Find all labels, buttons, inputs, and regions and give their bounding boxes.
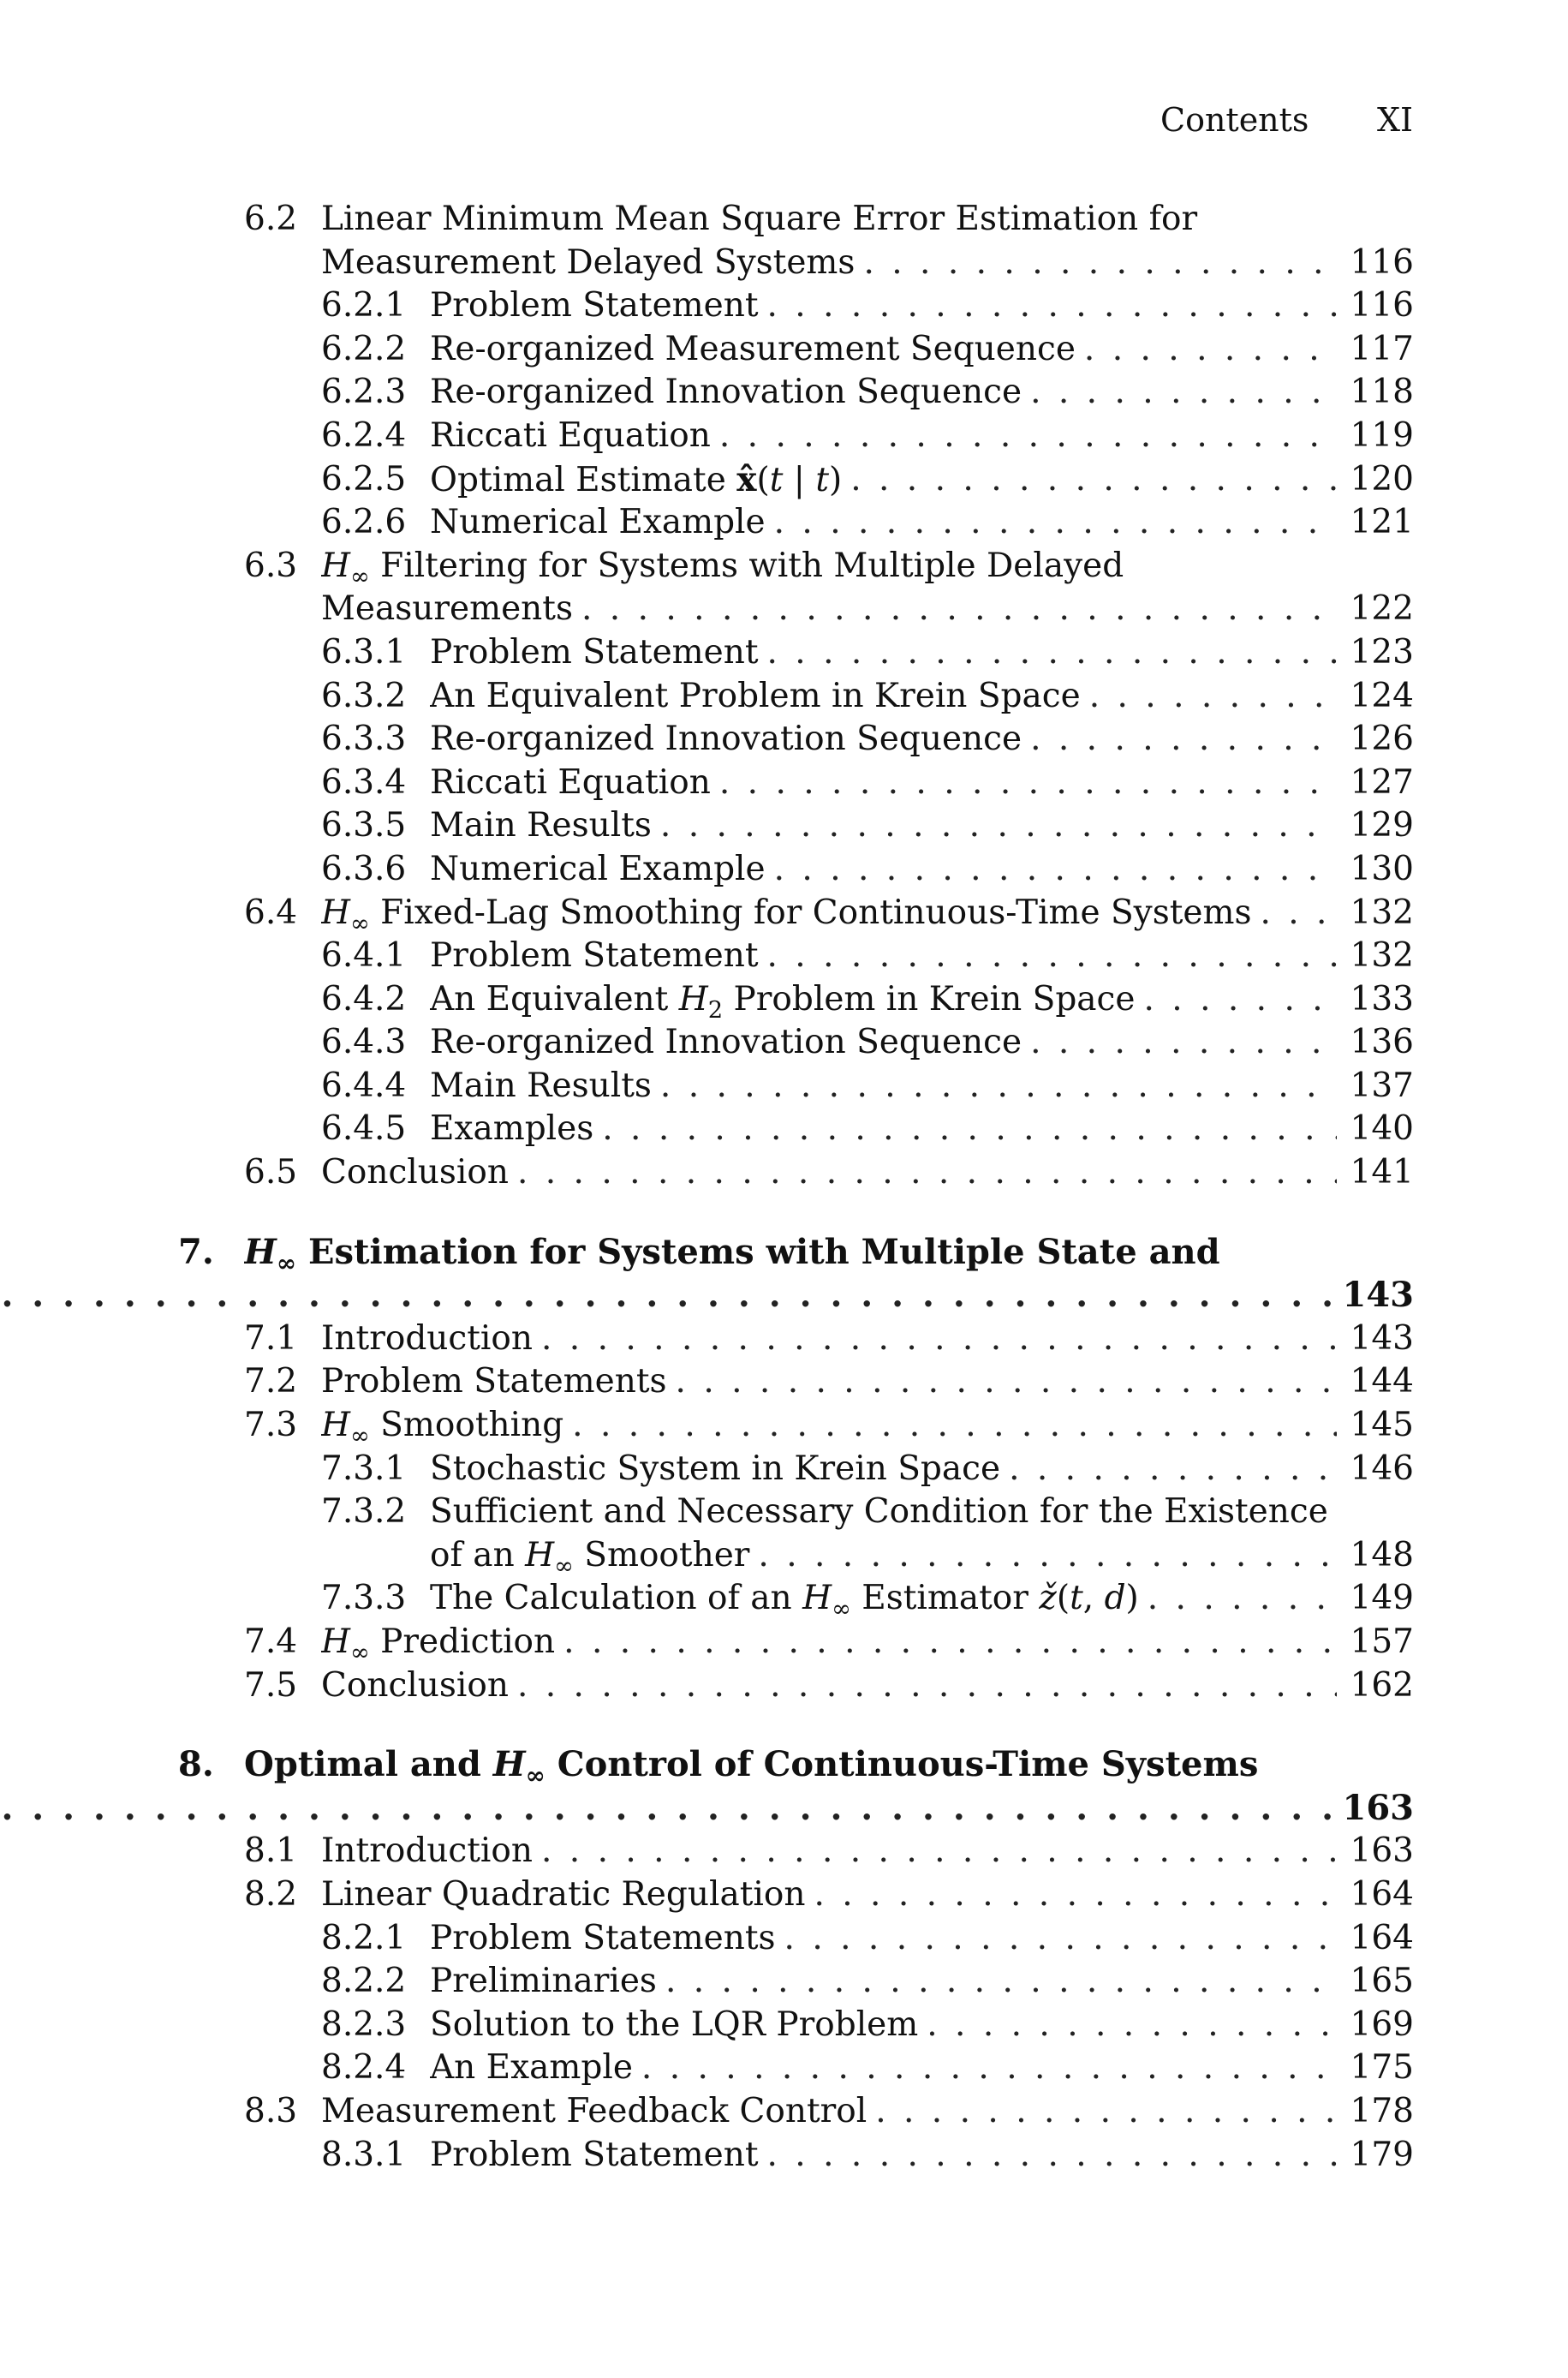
dot-leader	[517, 1664, 1337, 1708]
dot-leader	[1009, 1448, 1337, 1491]
toc-entry-title-text: $H_\infty$ Fixed-Lag Smoothing for Continuous-Time Systems	[321, 893, 1252, 935]
toc-entry[interactable]	[0, 1873, 1568, 1917]
toc-entry-title	[244, 1231, 1337, 1275]
toc-entry[interactable]	[0, 2134, 1568, 2178]
toc-entry[interactable]	[0, 545, 1568, 589]
toc-entry-number: 6.2.6	[321, 503, 407, 542]
toc-entry-title	[430, 458, 1337, 503]
toc-entry-title	[430, 762, 1337, 805]
toc-entry[interactable]	[0, 1830, 1568, 1873]
dot-leader	[767, 2134, 1337, 2178]
toc-entry-title-text: Riccati Equation	[430, 415, 711, 455]
toc-entry-number: 7.	[178, 1231, 214, 1272]
toc-entry-title	[430, 1917, 1337, 1961]
toc-entry[interactable]	[0, 631, 1568, 675]
dot-leader	[572, 1404, 1337, 1448]
toc-entry-title	[430, 501, 1337, 545]
toc-entry-number: 7.2	[244, 1362, 298, 1401]
toc-entry-title-text: Linear Quadratic Regulation	[321, 1874, 806, 1914]
toc-entry-title	[321, 1664, 1337, 1708]
toc-entry-title-text: Conclusion	[321, 1665, 509, 1705]
toc-entry-number: 7.3.1	[321, 1449, 407, 1488]
dot-leader	[850, 458, 1337, 503]
toc-entry-title	[430, 1021, 1337, 1065]
toc-entry-title-text: $H_\infty$ Filtering for Systems with Multiple Delayed	[321, 546, 1124, 589]
toc-entry[interactable]	[0, 1448, 1568, 1491]
toc-entry-title	[430, 631, 1337, 675]
toc-entry-title-text: Linear Minimum Mean Square Error Estimation for	[321, 200, 1198, 238]
toc-entry-page: 124	[1350, 676, 1414, 715]
toc-entry-number: 7.5	[244, 1665, 298, 1705]
toc-entry-title-text: Sufficient and Necessary Condition for the Existence	[430, 1492, 1328, 1532]
toc-entry-number: 6.3.3	[321, 720, 407, 759]
toc-entry-page: 143	[1342, 1275, 1414, 1316]
toc-entry-title	[430, 935, 1337, 978]
toc-entry-title	[321, 1873, 1337, 1917]
toc-entry-title	[321, 588, 1337, 631]
toc-entry[interactable]	[0, 242, 1568, 285]
toc-entry[interactable]	[0, 935, 1568, 978]
dot-leader	[784, 1917, 1337, 1961]
toc-entry-number: 6.3.2	[321, 676, 407, 715]
toc-entry[interactable]	[0, 328, 1568, 372]
toc-entry-title-text: Numerical Example	[430, 849, 766, 888]
toc-entry-number: 8.2.3	[321, 2005, 407, 2044]
toc-entry-page: 123	[1350, 632, 1414, 672]
toc-entry-title-text: Problem Statement	[430, 2135, 759, 2174]
dot-leader	[767, 284, 1337, 328]
toc-entry-number: 8.1	[244, 1831, 298, 1871]
toc-entry-number: 6.3.5	[321, 806, 407, 845]
toc-entry-page: 132	[1350, 936, 1414, 976]
toc-entry-title	[321, 1830, 1337, 1873]
toc-entry-title-text: Problem Statement	[430, 286, 759, 326]
dot-leader	[541, 1317, 1337, 1361]
toc-entry-title-text: Introduction	[321, 1831, 533, 1871]
toc-entry-title	[430, 1448, 1337, 1491]
page-number: XI	[1377, 101, 1414, 139]
dot-leader	[563, 1621, 1337, 1664]
dot-leader	[1143, 978, 1337, 1022]
toc-entry[interactable]	[0, 675, 1568, 719]
toc-entry-page: 133	[1350, 979, 1414, 1019]
toc-entry-page: 144	[1350, 1362, 1414, 1401]
toc-entry-title-text: $H_\infty$ Prediction	[321, 1622, 556, 1664]
toc-entry-number: 7.1	[244, 1318, 298, 1358]
toc-entry-number: 8.2	[244, 1874, 298, 1914]
dot-leader	[541, 1830, 1337, 1873]
toc-entry-page: 117	[1350, 329, 1414, 368]
table-of-contents	[0, 198, 1568, 2177]
toc-entry-number: 8.2.4	[321, 2048, 407, 2088]
toc-entry-number: 7.4	[244, 1622, 298, 1661]
toc-entry-title	[321, 1404, 1337, 1448]
dot-leader	[767, 631, 1337, 675]
toc-entry-title-text: An Example	[430, 2048, 633, 2088]
toc-entry-number: 8.2.2	[321, 1962, 407, 2001]
toc-entry-page: 129	[1350, 806, 1414, 845]
toc-entry[interactable]	[0, 978, 1568, 1022]
toc-entry[interactable]	[0, 1108, 1568, 1151]
toc-entry-title-text: Problem Statements	[321, 1362, 667, 1401]
toc-entry-page: 164	[1350, 1874, 1414, 1914]
toc-entry-title-text: Conclusion	[321, 1153, 509, 1192]
toc-entry[interactable]	[0, 892, 1568, 935]
toc-entry-title-text: Preliminaries	[430, 1962, 657, 2001]
toc-entry-title	[430, 848, 1337, 892]
toc-entry-page: 169	[1350, 2005, 1414, 2044]
toc-entry-number: 6.4	[244, 893, 298, 932]
toc-entry-number: 7.3.3	[321, 1579, 407, 1618]
toc-entry[interactable]	[0, 501, 1568, 545]
dot-leader	[1030, 1021, 1337, 1065]
dot-leader	[660, 1065, 1337, 1108]
toc-entry-number: 6.3.1	[321, 632, 407, 672]
toc-entry-number: 7.3	[244, 1406, 298, 1445]
toc-entry-page: 137	[1350, 1066, 1414, 1105]
toc-entry-title	[244, 1743, 1337, 1787]
toc-entry-title-text: An Equivalent Problem in Krein Space	[430, 676, 1081, 715]
toc-entry-number: 6.4.3	[321, 1023, 407, 1062]
toc-entry-title-text: An Equivalent $H_2$ Problem in Krein Space	[430, 979, 1136, 1022]
toc-entry-title-text: $H_\infty$ Smoothing	[321, 1406, 564, 1448]
toc-entry-title	[430, 1534, 1337, 1578]
toc-entry[interactable]	[0, 762, 1568, 805]
toc-entry-title	[321, 1360, 1337, 1404]
toc-entry-page: 145	[1350, 1406, 1414, 1445]
toc-entry-page: 126	[1350, 720, 1414, 759]
toc-entry[interactable]	[0, 415, 1568, 458]
toc-entry-page: 119	[1350, 415, 1414, 455]
toc-entry-number: 6.4.5	[321, 1109, 407, 1149]
dot-leader	[719, 415, 1337, 458]
dot-leader	[1148, 1577, 1337, 1621]
toc-entry[interactable]	[0, 1404, 1568, 1448]
toc-entry-page: 157	[1350, 1622, 1414, 1661]
toc-entry-title-text: Introduction	[321, 1318, 533, 1358]
toc-entry[interactable]	[0, 1317, 1568, 1361]
dot-leader	[665, 1960, 1337, 2004]
toc-entry-number: 6.2.3	[321, 373, 407, 412]
toc-entry[interactable]	[0, 1743, 1568, 1787]
toc-entry-title-text: Re-organized Innovation Sequence	[430, 373, 1022, 412]
toc-entry-title	[430, 1491, 1337, 1534]
toc-entry[interactable]	[0, 284, 1568, 328]
toc-entry-page: 130	[1350, 849, 1414, 888]
dot-leader	[517, 1151, 1337, 1195]
toc-entry-number: 6.4.4	[321, 1066, 407, 1105]
toc-entry[interactable]	[0, 1360, 1568, 1404]
toc-entry-page: 162	[1350, 1665, 1414, 1705]
toc-entry-number: 6.4.1	[321, 936, 407, 976]
toc-entry[interactable]	[0, 1151, 1568, 1195]
toc-entry-title-text: Measurements	[321, 589, 573, 629]
toc-entry[interactable]	[0, 848, 1568, 892]
toc-entry-title-text: Optimal Estimate x̂(t | t)	[430, 459, 843, 499]
toc-entry-title-text: of an $H_\infty$ Smoother	[430, 1535, 750, 1578]
dot-leader	[581, 588, 1337, 631]
toc-entry[interactable]	[0, 2090, 1568, 2134]
toc-entry[interactable]	[0, 1231, 1568, 1275]
dot-leader	[1030, 371, 1337, 415]
toc-entry-title	[430, 804, 1337, 848]
toc-entry-title-text: Re-organized Measurement Sequence	[430, 329, 1076, 368]
toc-entry-title-text: Problem Statement	[430, 936, 759, 976]
toc-entry-page: 148	[1350, 1535, 1414, 1574]
dot-leader	[602, 1108, 1337, 1151]
toc-entry-number: 6.5	[244, 1153, 298, 1192]
toc-entry-page: 163	[1350, 1831, 1414, 1871]
toc-entry-title	[321, 1151, 1337, 1195]
toc-entry-title-text: Measurement Delayed Systems	[321, 242, 856, 282]
running-header	[0, 101, 1568, 144]
toc-entry-title	[430, 2004, 1337, 2047]
toc-entry[interactable]	[0, 1274, 1568, 1317]
toc-entry-title-text: Numerical Example	[430, 503, 766, 542]
toc-entry-page: 164	[1350, 1918, 1414, 1957]
toc-entry-number: 8.	[178, 1744, 214, 1785]
toc-entry-title	[321, 892, 1337, 935]
dot-leader	[1084, 328, 1337, 372]
toc-entry-title	[0, 1787, 1337, 1831]
toc-entry-page: 140	[1350, 1109, 1414, 1149]
dot-leader	[927, 2004, 1337, 2047]
toc-entry-title	[321, 1317, 1337, 1361]
toc-entry-page: 116	[1350, 242, 1414, 282]
toc-entry-page: 141	[1350, 1153, 1414, 1192]
toc-entry-number: 6.2.2	[321, 329, 407, 368]
toc-entry[interactable]	[0, 1787, 1568, 1831]
toc-entry-number: 7.3.2	[321, 1492, 407, 1532]
toc-entry-page: 120	[1350, 459, 1414, 499]
toc-entry-title	[430, 718, 1337, 762]
dot-leader	[863, 242, 1337, 285]
toc-entry-page: 118	[1350, 373, 1414, 412]
toc-entry-page: 163	[1342, 1787, 1414, 1828]
toc-entry-title	[430, 328, 1337, 372]
toc-entry-page: 121	[1350, 503, 1414, 542]
toc-entry-title-text: Main Results	[430, 1066, 652, 1105]
toc-entry[interactable]	[0, 1917, 1568, 1961]
toc-entry-title-text: Main Results	[430, 806, 652, 845]
toc-entry-title-text: Re-organized Innovation Sequence	[430, 1023, 1022, 1062]
toc-entry-title	[430, 371, 1337, 415]
toc-entry-number: 8.3.1	[321, 2135, 407, 2174]
toc-entry[interactable]	[0, 1960, 1568, 2004]
toc-entry[interactable]	[0, 1534, 1568, 1578]
toc-entry-title-text: Measurement Feedback Control	[321, 2091, 867, 2130]
toc-entry-number: 6.2.4	[321, 415, 407, 455]
toc-entry[interactable]	[0, 1621, 1568, 1664]
toc-entry-title	[321, 2090, 1337, 2134]
toc-entry-title-text: The Calculation of an $H_\infty$ Estimator ž(t, d)	[430, 1579, 1139, 1621]
toc-entry[interactable]	[0, 1021, 1568, 1065]
toc-entry[interactable]	[0, 458, 1568, 502]
toc-entry-title	[430, 2134, 1337, 2178]
toc-entry[interactable]	[0, 2004, 1568, 2047]
dot-leader	[767, 935, 1337, 978]
toc-entry-title-text: Stochastic System in Krein Space	[430, 1449, 1001, 1488]
toc-entry-title	[321, 1621, 1337, 1664]
toc-entry-page: 143	[1350, 1318, 1414, 1358]
toc-entry-page: 179	[1350, 2135, 1414, 2174]
toc-entry[interactable]	[0, 588, 1568, 631]
toc-entry[interactable]	[0, 1491, 1568, 1534]
toc-entry[interactable]	[0, 198, 1568, 242]
toc-entry[interactable]	[0, 1577, 1568, 1621]
toc-entry[interactable]	[0, 2046, 1568, 2090]
toc-entry-page: 122	[1350, 589, 1414, 629]
toc-entry-title	[321, 242, 1337, 285]
toc-entry-number: 6.4.2	[321, 979, 407, 1019]
toc-entry-page: 136	[1350, 1023, 1414, 1062]
toc-entry-title	[430, 675, 1337, 719]
toc-entry-title	[430, 1577, 1337, 1621]
dot-leader	[774, 501, 1337, 545]
dot-leader	[0, 1274, 1337, 1317]
toc-entry[interactable]	[0, 804, 1568, 848]
running-header-title: Contents	[1160, 101, 1309, 139]
toc-entry-number: 6.2.1	[321, 286, 407, 326]
toc-entry[interactable]	[0, 718, 1568, 762]
toc-entry-page: 146	[1350, 1449, 1414, 1488]
dot-leader	[1260, 892, 1337, 935]
toc-entry-page: 127	[1350, 762, 1414, 802]
toc-entry-number: 6.2.5	[321, 459, 407, 499]
toc-entry-title-text: Examples	[430, 1109, 594, 1149]
toc-entry-title-text: Optimal and $H_\infty$ Control of Continuous-Time Systems	[244, 1744, 1259, 1787]
toc-entry-title	[430, 2046, 1337, 2090]
dot-leader	[660, 804, 1337, 848]
toc-entry-page: 178	[1350, 2091, 1414, 2130]
toc-entry-page: 165	[1350, 1962, 1414, 2001]
toc-entry-title-text: Problem Statement	[430, 632, 759, 672]
toc-entry-title-text: Riccati Equation	[430, 762, 711, 802]
dot-leader	[814, 1873, 1337, 1917]
toc-entry-title-text: Problem Statements	[430, 1918, 776, 1957]
toc-entry-number: 8.2.1	[321, 1918, 407, 1957]
toc-entry-title	[430, 415, 1337, 458]
dot-leader	[1030, 718, 1337, 762]
toc-entry-title	[430, 1960, 1337, 2004]
toc-entry-number: 6.3.6	[321, 849, 407, 888]
toc-entry-title	[0, 1274, 1337, 1317]
toc-entry-number: 6.3.4	[321, 762, 407, 802]
toc-entry[interactable]	[0, 1065, 1568, 1108]
toc-entry-page: 175	[1350, 2048, 1414, 2088]
toc-entry-number: 6.2	[244, 200, 298, 238]
toc-entry-page: 116	[1350, 286, 1414, 326]
toc-entry-title	[430, 978, 1337, 1022]
dot-leader	[875, 2090, 1337, 2134]
toc-entry-title-text: $H_\infty$ Estimation for Systems with Multiple State and	[244, 1231, 1220, 1275]
toc-entry[interactable]	[0, 1664, 1568, 1708]
toc-entry-number: 6.3	[244, 546, 298, 585]
dot-leader	[676, 1360, 1337, 1404]
toc-entry[interactable]	[0, 371, 1568, 415]
toc-entry-title	[430, 1065, 1337, 1108]
toc-entry-title	[321, 545, 1337, 589]
dot-leader	[0, 1787, 1337, 1831]
toc-entry-title-text: Re-organized Innovation Sequence	[430, 720, 1022, 759]
toc-entry-title	[430, 1108, 1337, 1151]
toc-entry-title	[321, 198, 1337, 242]
toc-entry-title-text: Solution to the LQR Problem	[430, 2005, 919, 2044]
dot-leader	[774, 848, 1337, 892]
toc-entry-number: 8.3	[244, 2091, 298, 2130]
toc-entry-title	[430, 284, 1337, 328]
dot-leader	[641, 2046, 1337, 2090]
dot-leader	[758, 1534, 1337, 1578]
dot-leader	[719, 762, 1337, 805]
dot-leader	[1089, 675, 1337, 719]
toc-entry-page: 132	[1350, 893, 1414, 932]
toc-entry-page: 149	[1350, 1579, 1414, 1618]
